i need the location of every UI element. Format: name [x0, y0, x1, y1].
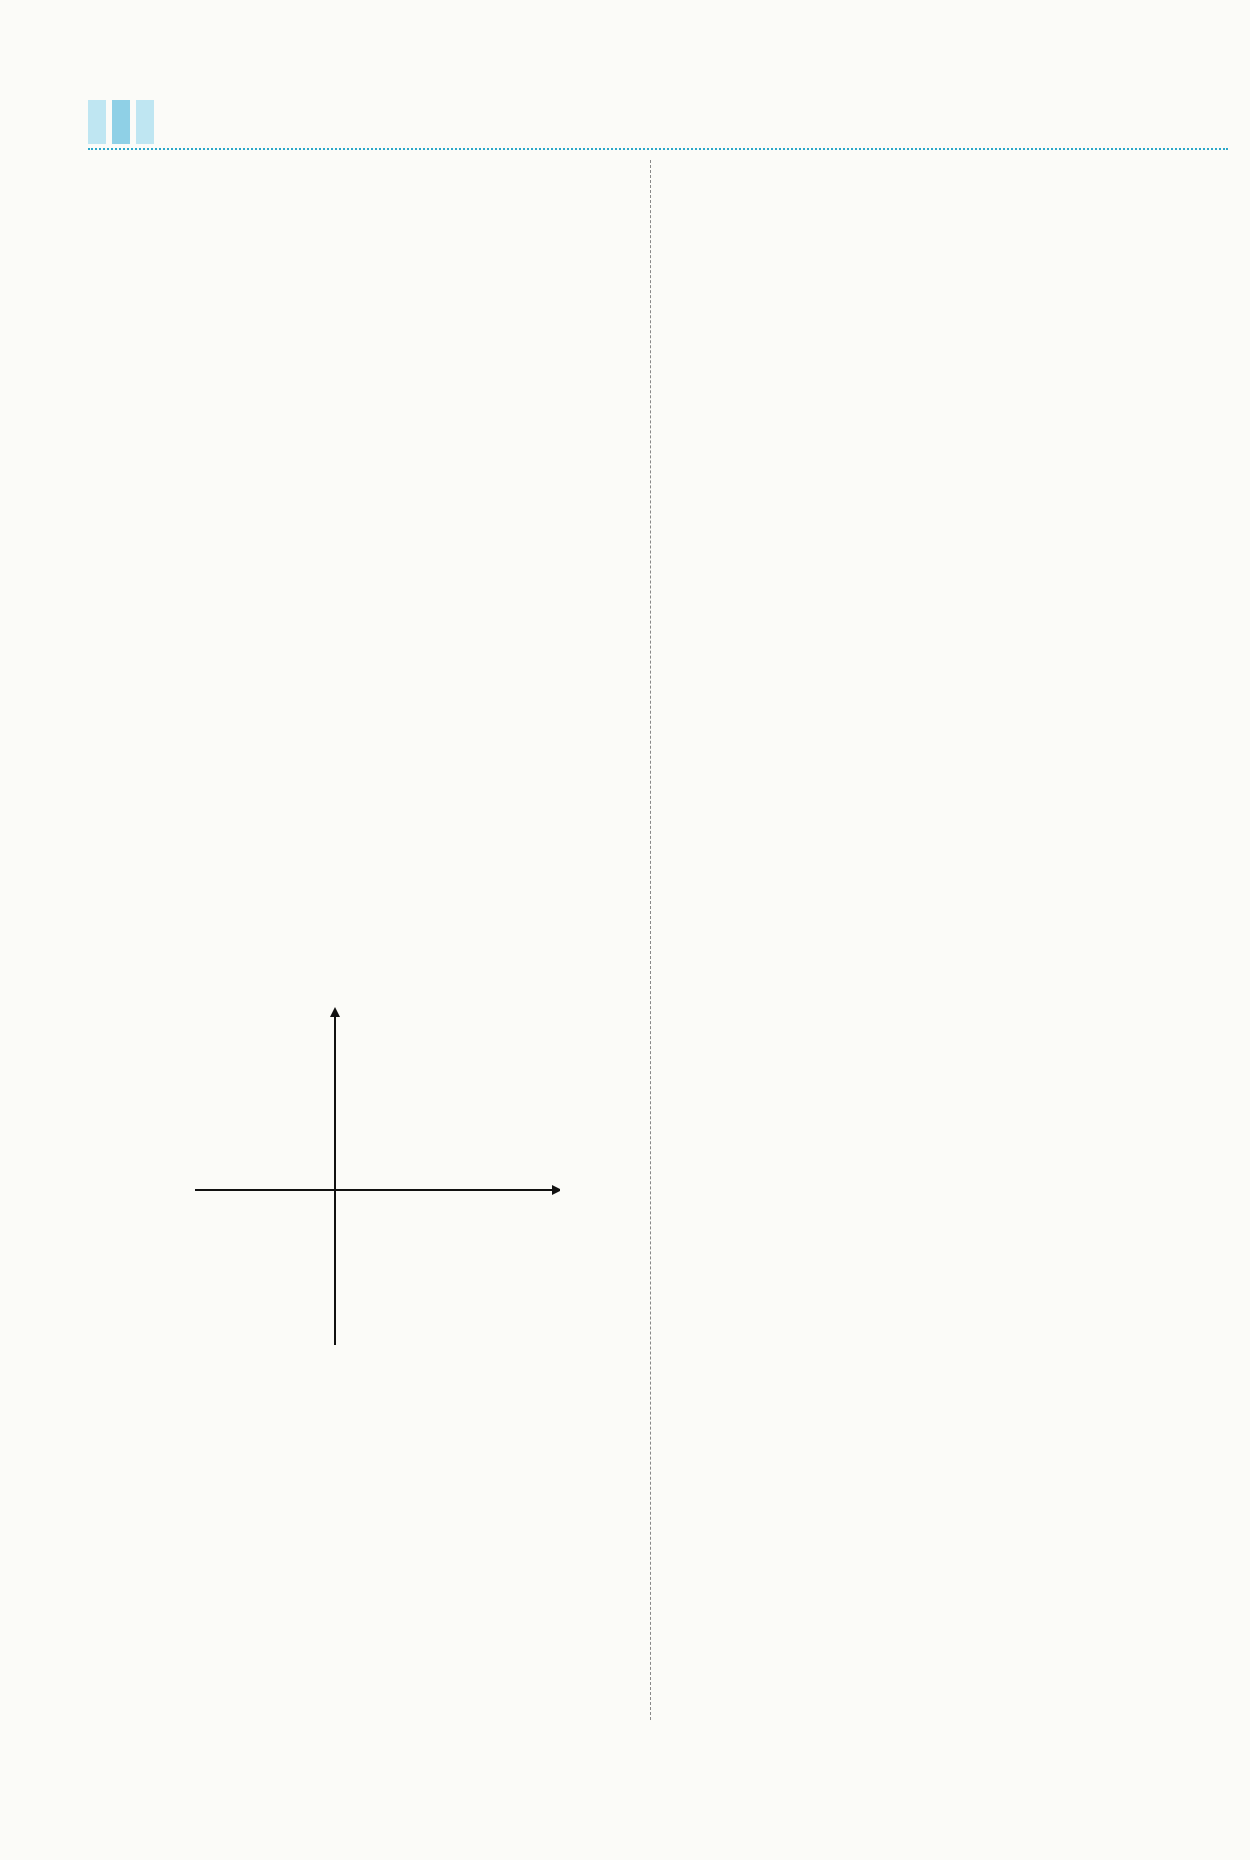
fig1-y-arrow: [330, 1007, 340, 1017]
figure-left-grid: [190, 1005, 560, 1350]
header-rule: [88, 148, 1228, 150]
figure-rectangle: [780, 960, 1110, 1300]
page-header: [88, 96, 1228, 156]
header-decoration: [88, 100, 160, 144]
column-divider: [650, 160, 651, 1720]
fig1-x-arrow: [552, 1185, 560, 1195]
figure-polygon: [830, 1410, 1080, 1630]
